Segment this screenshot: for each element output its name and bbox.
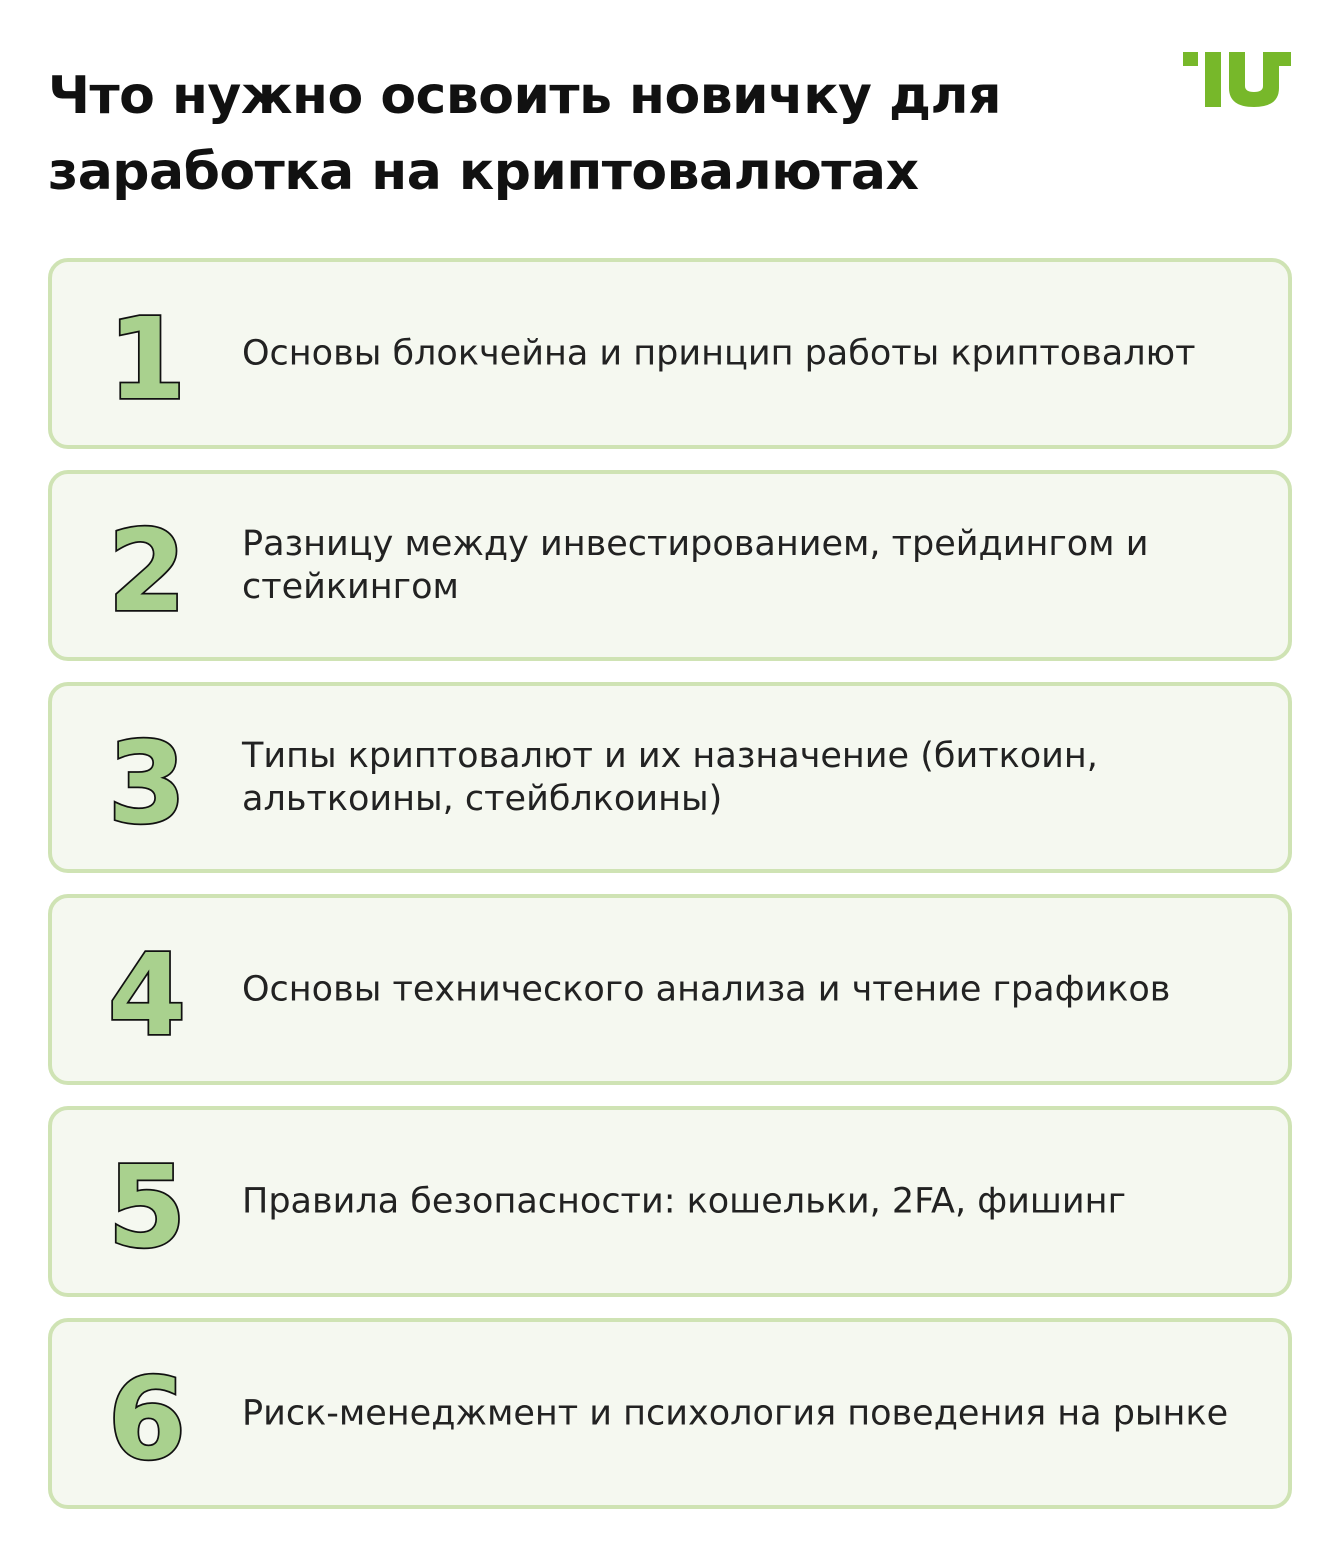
step-number-1 [102,298,192,410]
step-number-2 [102,510,192,622]
step-card-5 [48,1106,1292,1297]
tu-logo [1183,50,1293,108]
step-text-4: Основы технического анализа и чтение графиков [242,969,1171,1009]
step-text-1: Основы блокчейна и принцип работы криптовалют [242,333,1196,373]
step-number-4 [102,934,192,1046]
svg-text:5: 5 [108,1146,186,1258]
step-text-3: Типы криптовалют и их назначение (биткоин, альткоины, стейблкоины) [242,735,1098,819]
page-title-line-1: Что нужно освоить новичку для [48,66,1002,126]
step-text-2: Разницу между инвестированием, трейдингом и стейкингом [242,523,1149,607]
page-title [48,58,1108,210]
step-number-6 [102,1358,192,1470]
step-number-5 [102,1146,192,1258]
step-text-5: Правила безопасности: кошельки, 2FA, фишинг [242,1181,1126,1221]
step-card-3 [48,682,1292,873]
step-card-4 [48,894,1292,1085]
svg-text:6: 6 [108,1358,186,1470]
step-card-6 [48,1318,1292,1509]
step-number-3 [102,722,192,834]
svg-text:1: 1 [108,298,186,410]
page-title-line-2: заработка на криптовалютах [48,142,919,202]
steps-list [48,258,1292,1530]
svg-text:4: 4 [108,934,186,1046]
step-card-2 [48,470,1292,661]
svg-text:3: 3 [108,722,186,834]
svg-text:2: 2 [108,510,186,622]
step-card-1 [48,258,1292,449]
step-text-6: Риск-менеджмент и психология поведения на рынке [242,1393,1229,1433]
